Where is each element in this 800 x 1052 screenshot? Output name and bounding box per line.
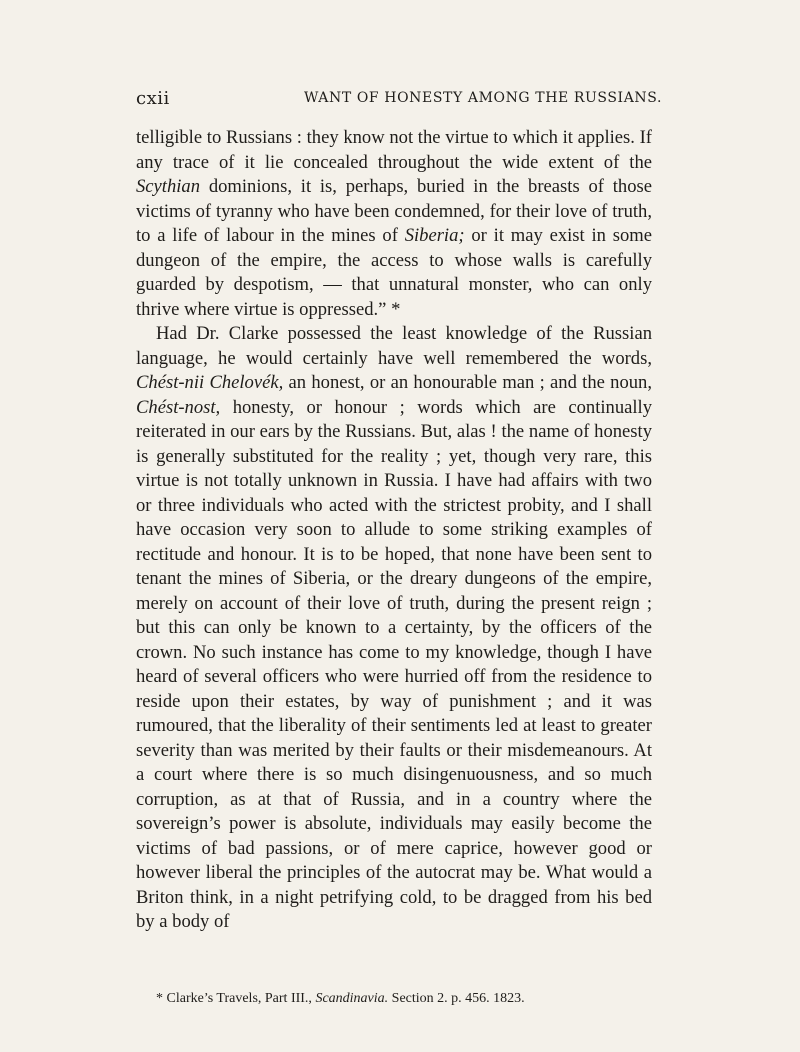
paragraph-1-segment: or it may exist in some dungeon of the empire, the access to whose walls is carefully guarded by despotism, — that unnatural monster, who can only thrive where virtue is oppressed.” * bbox=[136, 225, 652, 320]
page-header bbox=[136, 86, 662, 110]
paragraph-1-segment: Siberia; bbox=[404, 225, 465, 246]
paragraph-2-segment: an honest, or an honourable man ; and the noun, bbox=[283, 372, 652, 393]
paragraph-2-segment: Chést-nost, bbox=[136, 396, 221, 418]
paragraph-2-segment: Chést-nii Chelovék, bbox=[136, 372, 284, 393]
paragraph-2 bbox=[136, 322, 652, 935]
paragraph-2-segment: honesty, or honour ; words which are continually reiterated in our ears by the Russians. But, alas ! the name of honesty is generally substituted for the reality ; yet, though very rare, this virtue is not totally unknown in Russia. I have had affairs with two or three individuals who acted with the strictest probity, and I shall have occasion very soon to allude to some striking examples of rectitude and honour. It is to be hoped, that none have been sent to tenant the mines of Siberia, or the dreary dungeons of the empire, merely on account of their love of truth, during the present reign ; but this can only be known to a certainty, by the officers of the crown. No such instance has come to my knowledge, though I have heard of several officers who were hurried off from the residence to reside upon their estates, by way of punishment ; and it was rumoured, that the liberality of their sentiments led at least to greater severity than was merited by their faults or their misdemeanours. At a court where there is so much disingenuousness, and so much corruption, as at that of Russia, and in a country where the sovereign’s power is absolute, individuals may easily become the victims of bad passions, or of mere caprice, however good or however liberal the principles of the autocrat may be. What would a Briton think, in a night petrifying cold, to be dragged from his bed by a body of bbox=[136, 396, 652, 932]
footnote-segment: * Clarke’s Travels, Part III., bbox=[156, 991, 316, 1006]
footnote bbox=[136, 990, 652, 1008]
paragraph-2-segment: Had Dr. Clarke possessed the least knowledge of the Russian language, he would certainly have well remembered the words, bbox=[136, 323, 652, 369]
footnote-segment: Scandinavia. bbox=[315, 991, 389, 1006]
running-head: WANT OF HONESTY AMONG THE RUSSIANS. bbox=[304, 90, 662, 106]
paragraph-1-segment: dominions, it is, perhaps, buried in the breasts of those victims of tyranny who have been condemned, for their love of truth, to a life of labour in the mines of bbox=[136, 176, 652, 246]
paragraph-1 bbox=[136, 126, 652, 322]
page-number: cxii bbox=[136, 88, 170, 109]
footnote-segment: Section 2. p. 456. 1823. bbox=[388, 991, 525, 1006]
body-text bbox=[136, 126, 652, 935]
paragraph-1-segment: Scythian bbox=[136, 176, 201, 197]
paragraph-1-segment: telligible to Russians : they know not the virtue to which it applies. If any trace of it lie concealed throughout the wide extent of the bbox=[136, 127, 652, 173]
